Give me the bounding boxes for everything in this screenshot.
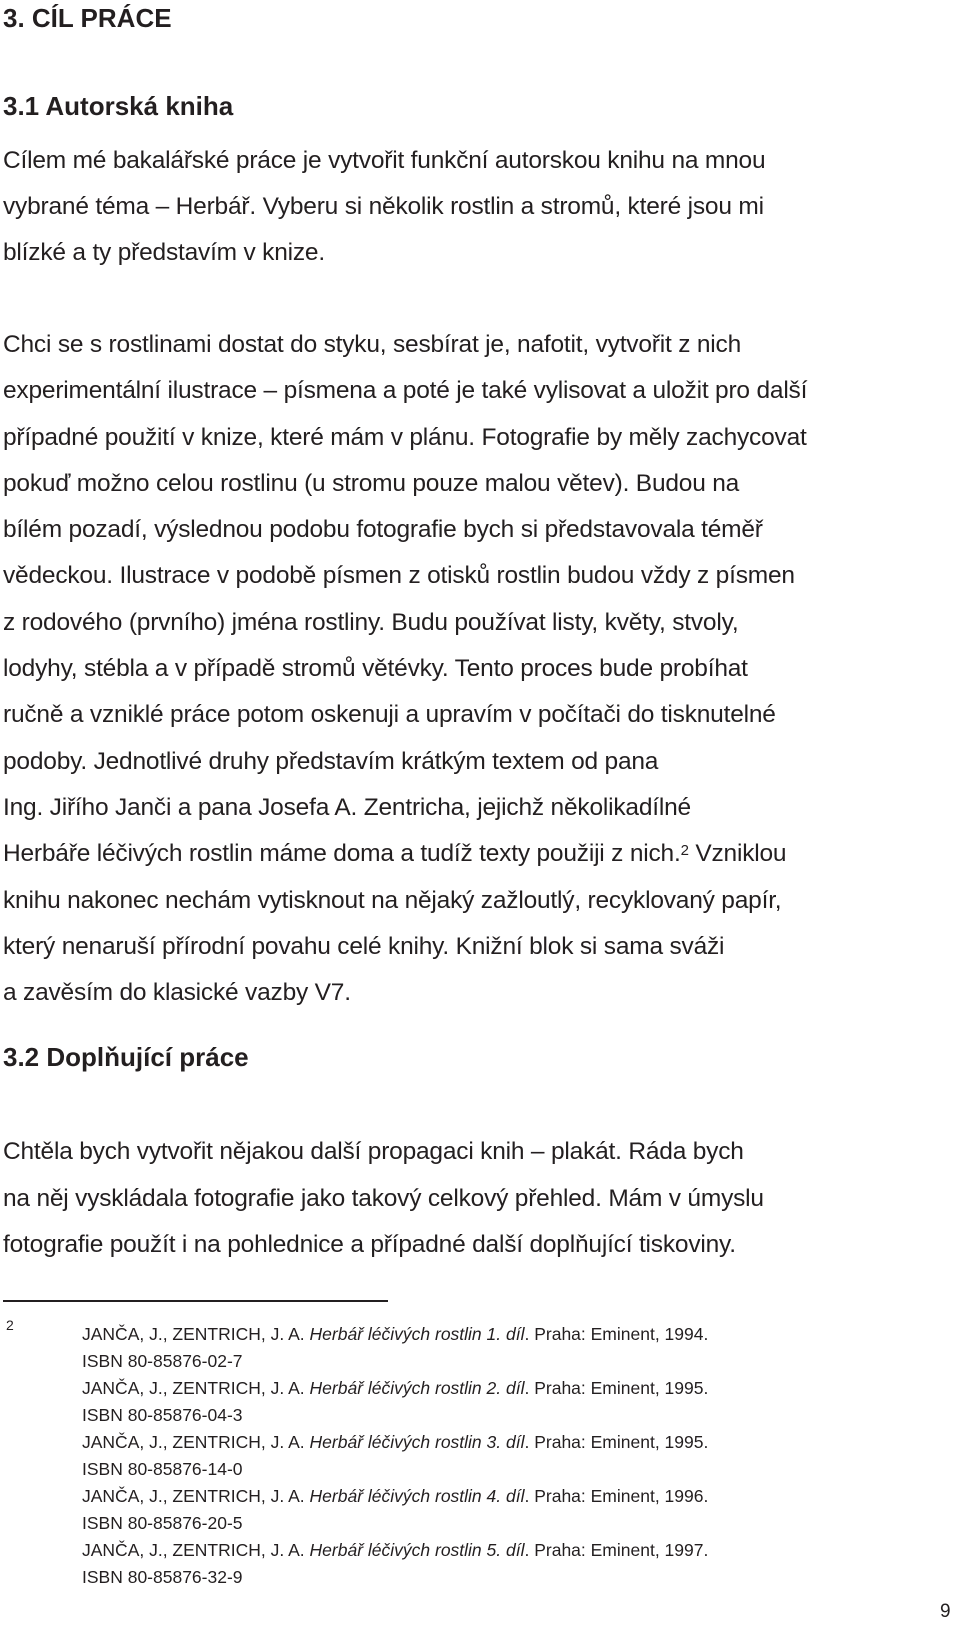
text-line: Chci se s rostlinami dostat do styku, sesbírat je, nafotit, vytvořit z nich — [3, 331, 741, 358]
text-line: vědeckou. Ilustrace v podobě písmen z otisků rostlin budou vždy z písmen — [3, 562, 795, 590]
text-line: lodyhy, stébla a v případě stromů větévky. Tento proces bude probíhat — [3, 655, 748, 683]
reference-citation — [82, 1321, 942, 1348]
text-line: který nenaruší přírodní povahu celé knihy. Knižní blok si sama sváži — [3, 932, 725, 960]
text-line: ručně a vzniklé práce potom oskenuji a upravím v počítači do tisknutelné — [3, 701, 776, 729]
section2-paragraph — [3, 1129, 953, 1269]
reference-title: Herbář léčivých rostlin 4. díl — [309, 1486, 525, 1506]
footnote-references — [82, 1321, 942, 1591]
text-line: Chtěla bych vytvořit nějakou další propagaci knih – plakát. Ráda bych — [3, 1138, 744, 1165]
reference-authors: JANČA, J., ZENTRICH, J. A. — [82, 1378, 310, 1398]
reference-publisher: . Praha: Eminent, 1995. — [524, 1378, 709, 1398]
reference-entry — [82, 1483, 942, 1537]
reference-publisher: . Praha: Eminent, 1996. — [524, 1486, 709, 1506]
section1-body-paragraph — [3, 322, 953, 1016]
reference-authors: JANČA, J., ZENTRICH, J. A. — [82, 1324, 310, 1344]
reference-entry — [82, 1375, 942, 1429]
footnote-number: 2 — [6, 1317, 14, 1333]
reference-publisher: . Praha: Eminent, 1995. — [524, 1432, 709, 1452]
reference-entry — [82, 1321, 942, 1375]
text-line-with-footnote — [3, 831, 953, 877]
chapter-title: 3. CÍL PRÁCE — [3, 3, 172, 33]
text-line: případné použití v knize, které mám v plánu. Fotografie by měly zachycovat — [3, 423, 807, 451]
reference-authors: JANČA, J., ZENTRICH, J. A. — [82, 1540, 310, 1560]
reference-entry — [82, 1429, 942, 1483]
reference-citation — [82, 1483, 942, 1510]
footnote-divider — [3, 1300, 388, 1302]
reference-isbn: ISBN 80-85876-20-5 — [82, 1513, 243, 1533]
text-fragment: Herbáře léčivých rostlin máme doma a tudíž texty použiji z nich. — [3, 840, 681, 868]
reference-citation — [82, 1537, 942, 1564]
reference-authors: JANČA, J., ZENTRICH, J. A. — [82, 1432, 310, 1452]
text-line: vybrané téma – Herbář. Vyberu si několik rostlin a stromů, které jsou mi — [3, 193, 764, 220]
section-title-doplnujici-prace: 3.2 Doplňující práce — [3, 1042, 249, 1072]
reference-citation — [82, 1429, 942, 1456]
section1-intro-paragraph — [3, 138, 953, 276]
text-line: fotografie použít i na pohlednice a případné další doplňující tiskoviny. — [3, 1231, 736, 1258]
reference-title: Herbář léčivých rostlin 1. díl — [309, 1324, 525, 1344]
reference-title: Herbář léčivých rostlin 3. díl — [309, 1432, 525, 1452]
page-number: 9 — [940, 1601, 951, 1622]
reference-isbn: ISBN 80-85876-04-3 — [82, 1405, 243, 1425]
footnote-marker[interactable]: 2 — [680, 842, 689, 860]
text-line: na něj vyskládala fotografie jako takový celkový přehled. Mám v úmyslu — [3, 1184, 764, 1212]
text-line: knihu nakonec nechám vytisknout na nějaký zažloutlý, recyklovaný papír, — [3, 886, 782, 914]
section-title-autorska-kniha: 3.1 Autorská kniha — [3, 91, 234, 121]
text-line: podoby. Jednotlivé druhy představím krátkým textem od pana — [3, 747, 659, 775]
text-line: z rodového (prvního) jména rostliny. Budu používat listy, květy, stvoly, — [3, 608, 739, 636]
text-line: Cílem mé bakalářské práce je vytvořit funkční autorskou knihu na mnou — [3, 147, 766, 174]
reference-authors: JANČA, J., ZENTRICH, J. A. — [82, 1486, 310, 1506]
reference-title: Herbář léčivých rostlin 2. díl — [309, 1378, 525, 1398]
reference-isbn: ISBN 80-85876-02-7 — [82, 1351, 243, 1371]
text-fragment: Vzniklou — [688, 840, 787, 868]
text-line: a zavěsím do klasické vazby V7. — [3, 979, 351, 1007]
text-line: bílém pozadí, výslednou podobu fotografie bych si představovala téměř — [3, 516, 763, 544]
reference-entry — [82, 1537, 942, 1591]
reference-publisher: . Praha: Eminent, 1994. — [524, 1324, 709, 1344]
reference-isbn: ISBN 80-85876-32-9 — [82, 1567, 243, 1587]
reference-publisher: . Praha: Eminent, 1997. — [524, 1540, 709, 1560]
reference-citation — [82, 1375, 942, 1402]
reference-title: Herbář léčivých rostlin 5. díl — [309, 1540, 525, 1560]
text-line: experimentální ilustrace – písmena a poté je také vylisovat a uložit pro další — [3, 377, 808, 405]
text-line: pokuď možno celou rostlinu (u stromu pouze malou větev). Budou na — [3, 469, 740, 497]
text-line: Ing. Jiřího Janči a pana Josefa A. Zentricha, jejichž několikadílné — [3, 793, 691, 821]
reference-isbn: ISBN 80-85876-14-0 — [82, 1459, 243, 1479]
text-line: blízké a ty představím v knize. — [3, 239, 325, 266]
